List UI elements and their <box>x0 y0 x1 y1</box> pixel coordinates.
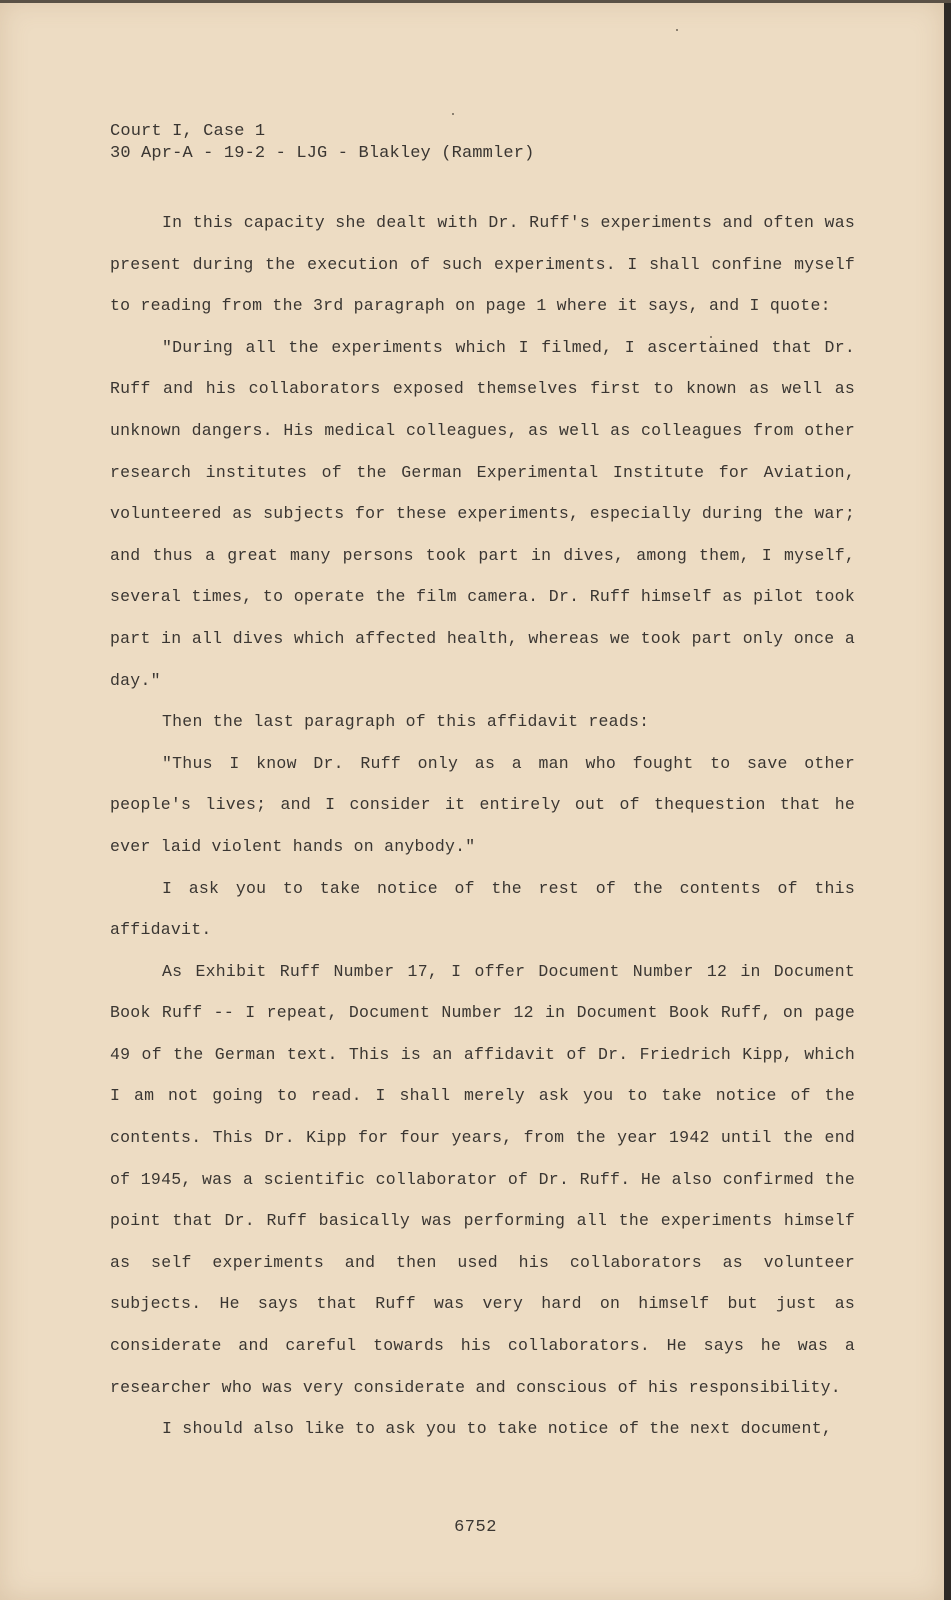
paragraph: "Thus I know Dr. Ruff only as a man who fought to save other people's lives; and I consider it entirely out of thequestion that he ever laid violent hands on anybody." <box>110 753 855 856</box>
transcript-body <box>110 202 855 1450</box>
page-edge <box>0 0 951 3</box>
page-edge <box>944 0 951 1600</box>
paragraph: As Exhibit Ruff Number 17, I offer Document Number 12 in Document Book Ruff -- I repeat, Document Number 12 in Document Book Ruff, on page 49 of the German text. This is an affidavit of Dr. Friedrich Kipp, which I am not going to read. I shall merely ask you to take notice of the contents. This Dr. Kipp for four years, from the year 1942 until the end of 1945, was a scientific collaborator of Dr. Ruff. He also confirmed the point that Dr. Ruff basically was performing all the experiments himself as self experiments and then used his collaborators as volunteer subjects. He says that Ruff was very hard on himself but just as considerate and careful towards his collaborators. He says he was a researcher who was very considerate and conscious of his responsibility. <box>110 961 855 1397</box>
paragraph: I ask you to take notice of the rest of the contents of this affidavit. <box>110 878 855 940</box>
court-case-line: Court I, Case 1 <box>110 122 266 141</box>
paper-speck <box>676 29 678 31</box>
paragraph: Then the last paragraph of this affidavit reads: <box>162 712 650 732</box>
paragraph: In this capacity she dealt with Dr. Ruff's experiments and often was present during the execution of such experiments. I shall confine myself to reading from the 3rd paragraph on page 1 where it says, and I quote: <box>110 213 855 316</box>
session-reference-line: 30 Apr-A - 19-2 - LJG - Blakley (Rammler) <box>110 144 535 163</box>
page-number: 6752 <box>454 1518 497 1537</box>
paper-speck <box>710 336 712 338</box>
document-header <box>110 121 534 165</box>
paper-speck <box>452 113 454 115</box>
paragraph: "During all the experiments which I filmed, I ascertained that Dr. Ruff and his collaborators exposed themselves first to known as well as unknown dangers. His medical colleagues, as well as colleagues from other research institutes of the German Experimental Institute for Aviation, volunteered as subjects for these experiments, especially during the war; and thus a great many persons took part in dives, among them, I myself, several times, to operate the film camera. Dr. Ruff himself as pilot took part in all dives which affected health, whereas we took part only once a day." <box>110 337 855 690</box>
paragraph: I should also like to ask you to take notice of the next document, <box>162 1419 833 1439</box>
